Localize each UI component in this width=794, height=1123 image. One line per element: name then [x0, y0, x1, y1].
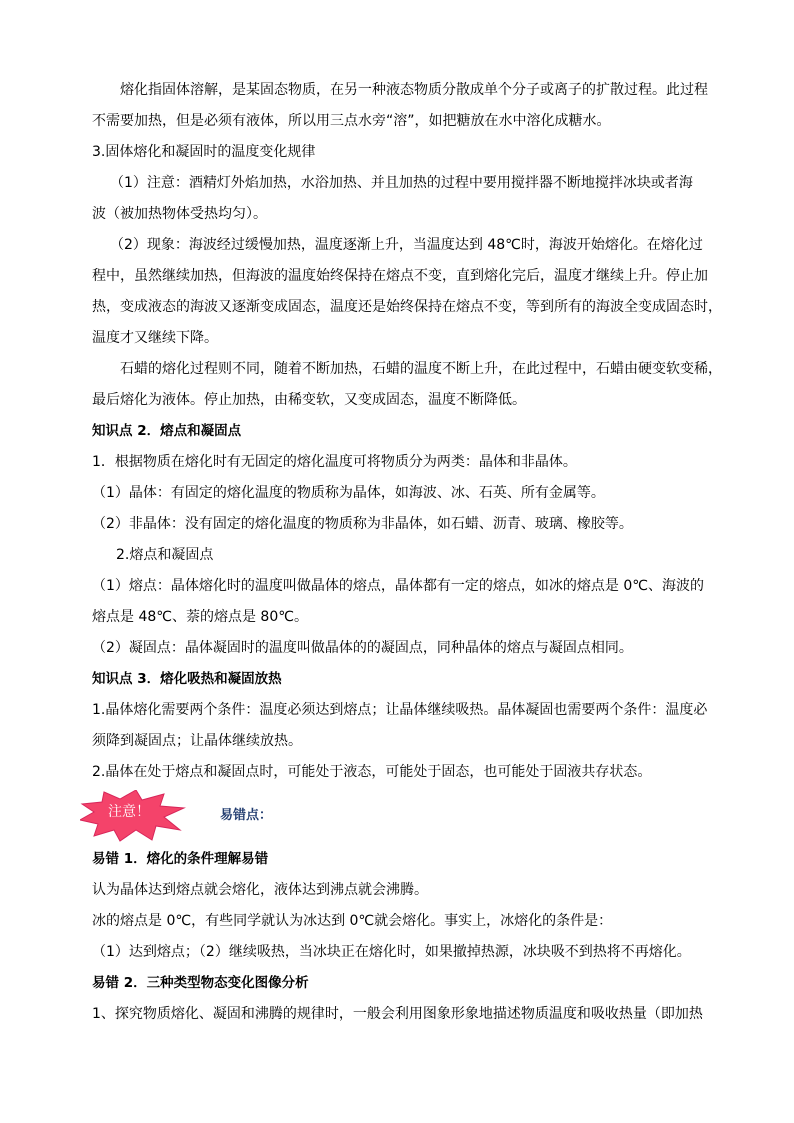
knowledge-point-2-title: 知识点 2．熔点和凝固点 [92, 423, 242, 439]
phenomenon-line3: 热，变成液态的海波又逐渐变成固态，温度还是始终保持在熔点不变，等到所有的海波全变成固态时， [92, 299, 722, 315]
note-1-line1: （1）注意：酒精灯外焰加热，水浴加热、并且加热的过程中要用搅拌器不断地搅拌冰块或者海 [110, 175, 693, 191]
notice-row [92, 788, 712, 844]
paragraph-dissolve-line1: 熔化指固体溶解，是某固态物质，在另一种液态物质分散成单个分子或离子的扩散过程。此过程 [120, 82, 708, 98]
paraffin-line2: 最后熔化为液体。停止加热，由稀变软，又变成固态，温度不断降低。 [92, 392, 526, 408]
k2-line1: 1．根据物质在熔化时有无固定的熔化温度可将物质分为两类：晶体和非晶体。 [92, 454, 577, 470]
mistake-1-line3: （1）达到熔点；（2）继续吸热，当冰块正在熔化时，如果撤掉热源，冰块吸不到热将不再熔化。 [92, 944, 691, 960]
paraffin-line1: 石蜡的熔化过程则不同，随着不断加热，石蜡的温度不断上升，在此过程中，石蜡由硬变软变稀， [120, 361, 722, 377]
notice-badge-label: 注意！ [108, 804, 150, 820]
section-heading-temperature-rule: 3.固体熔化和凝固时的温度变化规律 [92, 144, 316, 160]
mistake-2-title: 易错 2．三种类型物态变化图像分析 [92, 975, 309, 991]
phenomenon-line1: （2）现象：海波经过缓慢加热，温度逐渐上升，当温度达到 48℃时，海波开始熔化。在熔化过 [110, 237, 703, 253]
paragraph-dissolve-line2: 不需要加热，但是必须有液体，所以用三点水旁“溶”，如把糖放在水中溶化成糖水。 [92, 113, 611, 129]
note-1-line2: 波（被加热物体受热均匀）。 [92, 206, 267, 222]
k3-line2: 2.晶体在处于熔点和凝固点时，可能处于液态，可能处于固态，也可能处于固液共存状态。 [92, 764, 652, 780]
knowledge-point-3-title: 知识点 3．熔化吸热和凝固放热 [92, 671, 282, 687]
easy-mistake-label: 易错点： [220, 808, 273, 823]
k2-melting-point-line1: （1）熔点：晶体熔化时的温度叫做晶体的熔点，晶体都有一定的熔点，如冰的熔点是 0℃、海波的 [92, 578, 704, 594]
mistake-1-line1: 认为晶体达到熔点就会熔化，液体达到沸点就会沸腾。 [92, 882, 428, 898]
mistake-1-title: 易错 1．熔化的条件理解易错 [92, 851, 269, 867]
phenomenon-line4: 温度才又继续下降。 [92, 330, 218, 346]
k3-line1b: 须降到凝固点；让晶体继续放热。 [92, 733, 302, 749]
mistake-2-line1: 1、探究物质熔化、凝固和沸腾的规律时，一般会利用图象形象地描述物质温度和吸收热量（即加热 [92, 1006, 703, 1022]
k2-freezing-point-line: （2）凝固点：晶体凝固时的温度叫做晶体的的凝固点，同种晶体的熔点与凝固点相同。 [92, 640, 633, 656]
phenomenon-line2: 程中，虽然继续加热，但海波的温度始终保持在熔点不变，直到熔化完后，温度才继续上升。停止加 [92, 268, 708, 284]
k2-noncrystal-line: （2）非晶体：没有固定的熔化温度的物质称为非晶体，如石蜡、沥青、玻璃、橡胶等。 [92, 516, 633, 532]
mistake-1-line2: 冰的熔点是 0℃，有些同学就认为冰达到 0℃就会熔化。事实上，冰熔化的条件是： [92, 913, 613, 929]
k2-subheading-melting-point: 2.熔点和凝固点 [116, 547, 214, 563]
k2-melting-point-line2: 熔点是 48℃、萘的熔点是 80℃。 [92, 609, 308, 625]
k3-line1a: 1.晶体熔化需要两个条件：温度必须达到熔点；让晶体继续吸热。晶体凝固也需要两个条件：温度必 [92, 702, 708, 718]
page-content [92, 75, 722, 1030]
k2-crystal-line: （1）晶体：有固定的熔化温度的物质称为晶体，如海波、冰、石英、所有金属等。 [92, 485, 605, 501]
